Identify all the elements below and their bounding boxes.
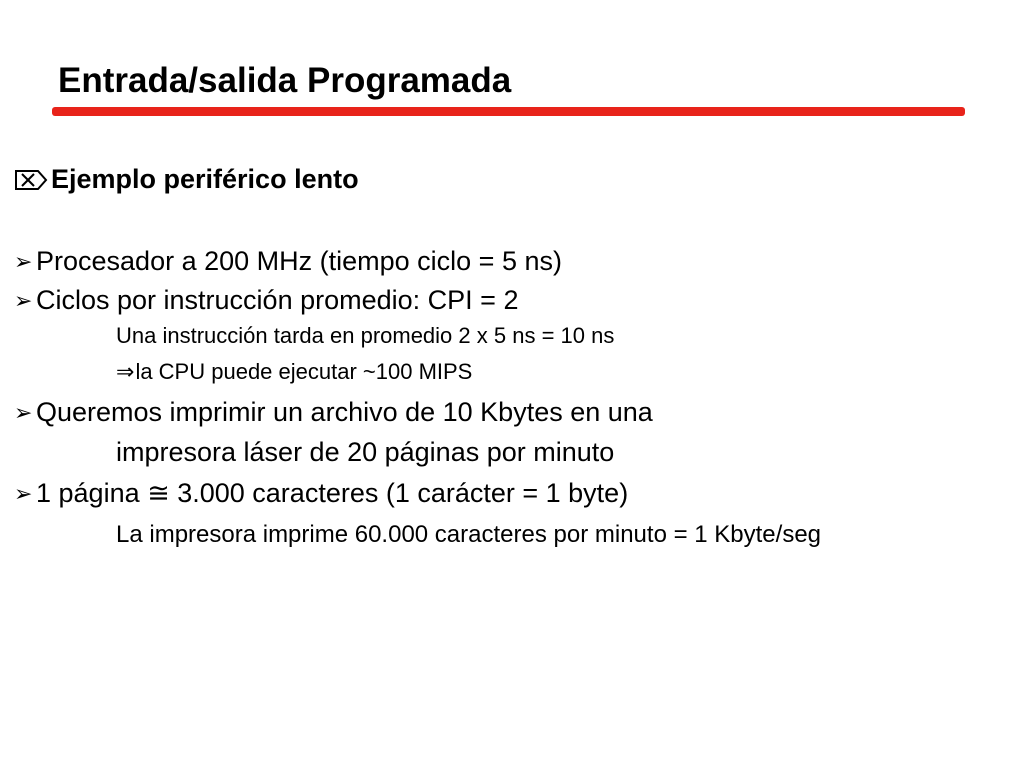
bullet-continuation: impresora láser de 20 páginas por minuto <box>116 437 615 467</box>
section-heading <box>14 160 359 201</box>
title-underline <box>52 107 965 116</box>
bullet-arrow-icon: ➢ <box>14 288 33 313</box>
sub-item-text: la CPU puede ejecutar ~100 MIPS <box>135 359 473 384</box>
bullet-item-4 <box>14 474 628 513</box>
sub-item: La impresora imprime 60.000 caracteres por minuto = 1 Kbyte/seg <box>116 521 822 548</box>
bullet-item-3 <box>14 393 653 432</box>
bullet-item-2 <box>14 281 518 320</box>
bullet-text: Ciclos por instrucción promedio: CPI = 2 <box>36 285 519 315</box>
bullet-arrow-icon: ➢ <box>14 249 33 274</box>
sub-item-implication <box>116 357 472 387</box>
implies-arrow-icon: ⇒ <box>116 359 135 384</box>
bullet-arrow-icon: ➢ <box>14 481 33 506</box>
slide-title: Entrada/salida Programada <box>58 61 512 100</box>
bullet-text: 1 página ≅ 3.000 caracteres (1 carácter = 1 byte) <box>36 478 629 508</box>
bullet-text: Queremos imprimir un archivo de 10 Kbytes en una <box>36 397 653 427</box>
bullet-text: Procesador a 200 MHz (tiempo ciclo = 5 ns) <box>36 246 562 276</box>
section-heading-text: Ejemplo periférico lento <box>51 164 359 194</box>
bullet-arrow-icon: ➢ <box>14 400 33 425</box>
bullet-item-1 <box>14 242 562 281</box>
sub-item: Una instrucción tarda en promedio 2 x 5 ns = 10 ns <box>116 323 615 348</box>
boxed-x-arrow-icon <box>14 163 48 201</box>
